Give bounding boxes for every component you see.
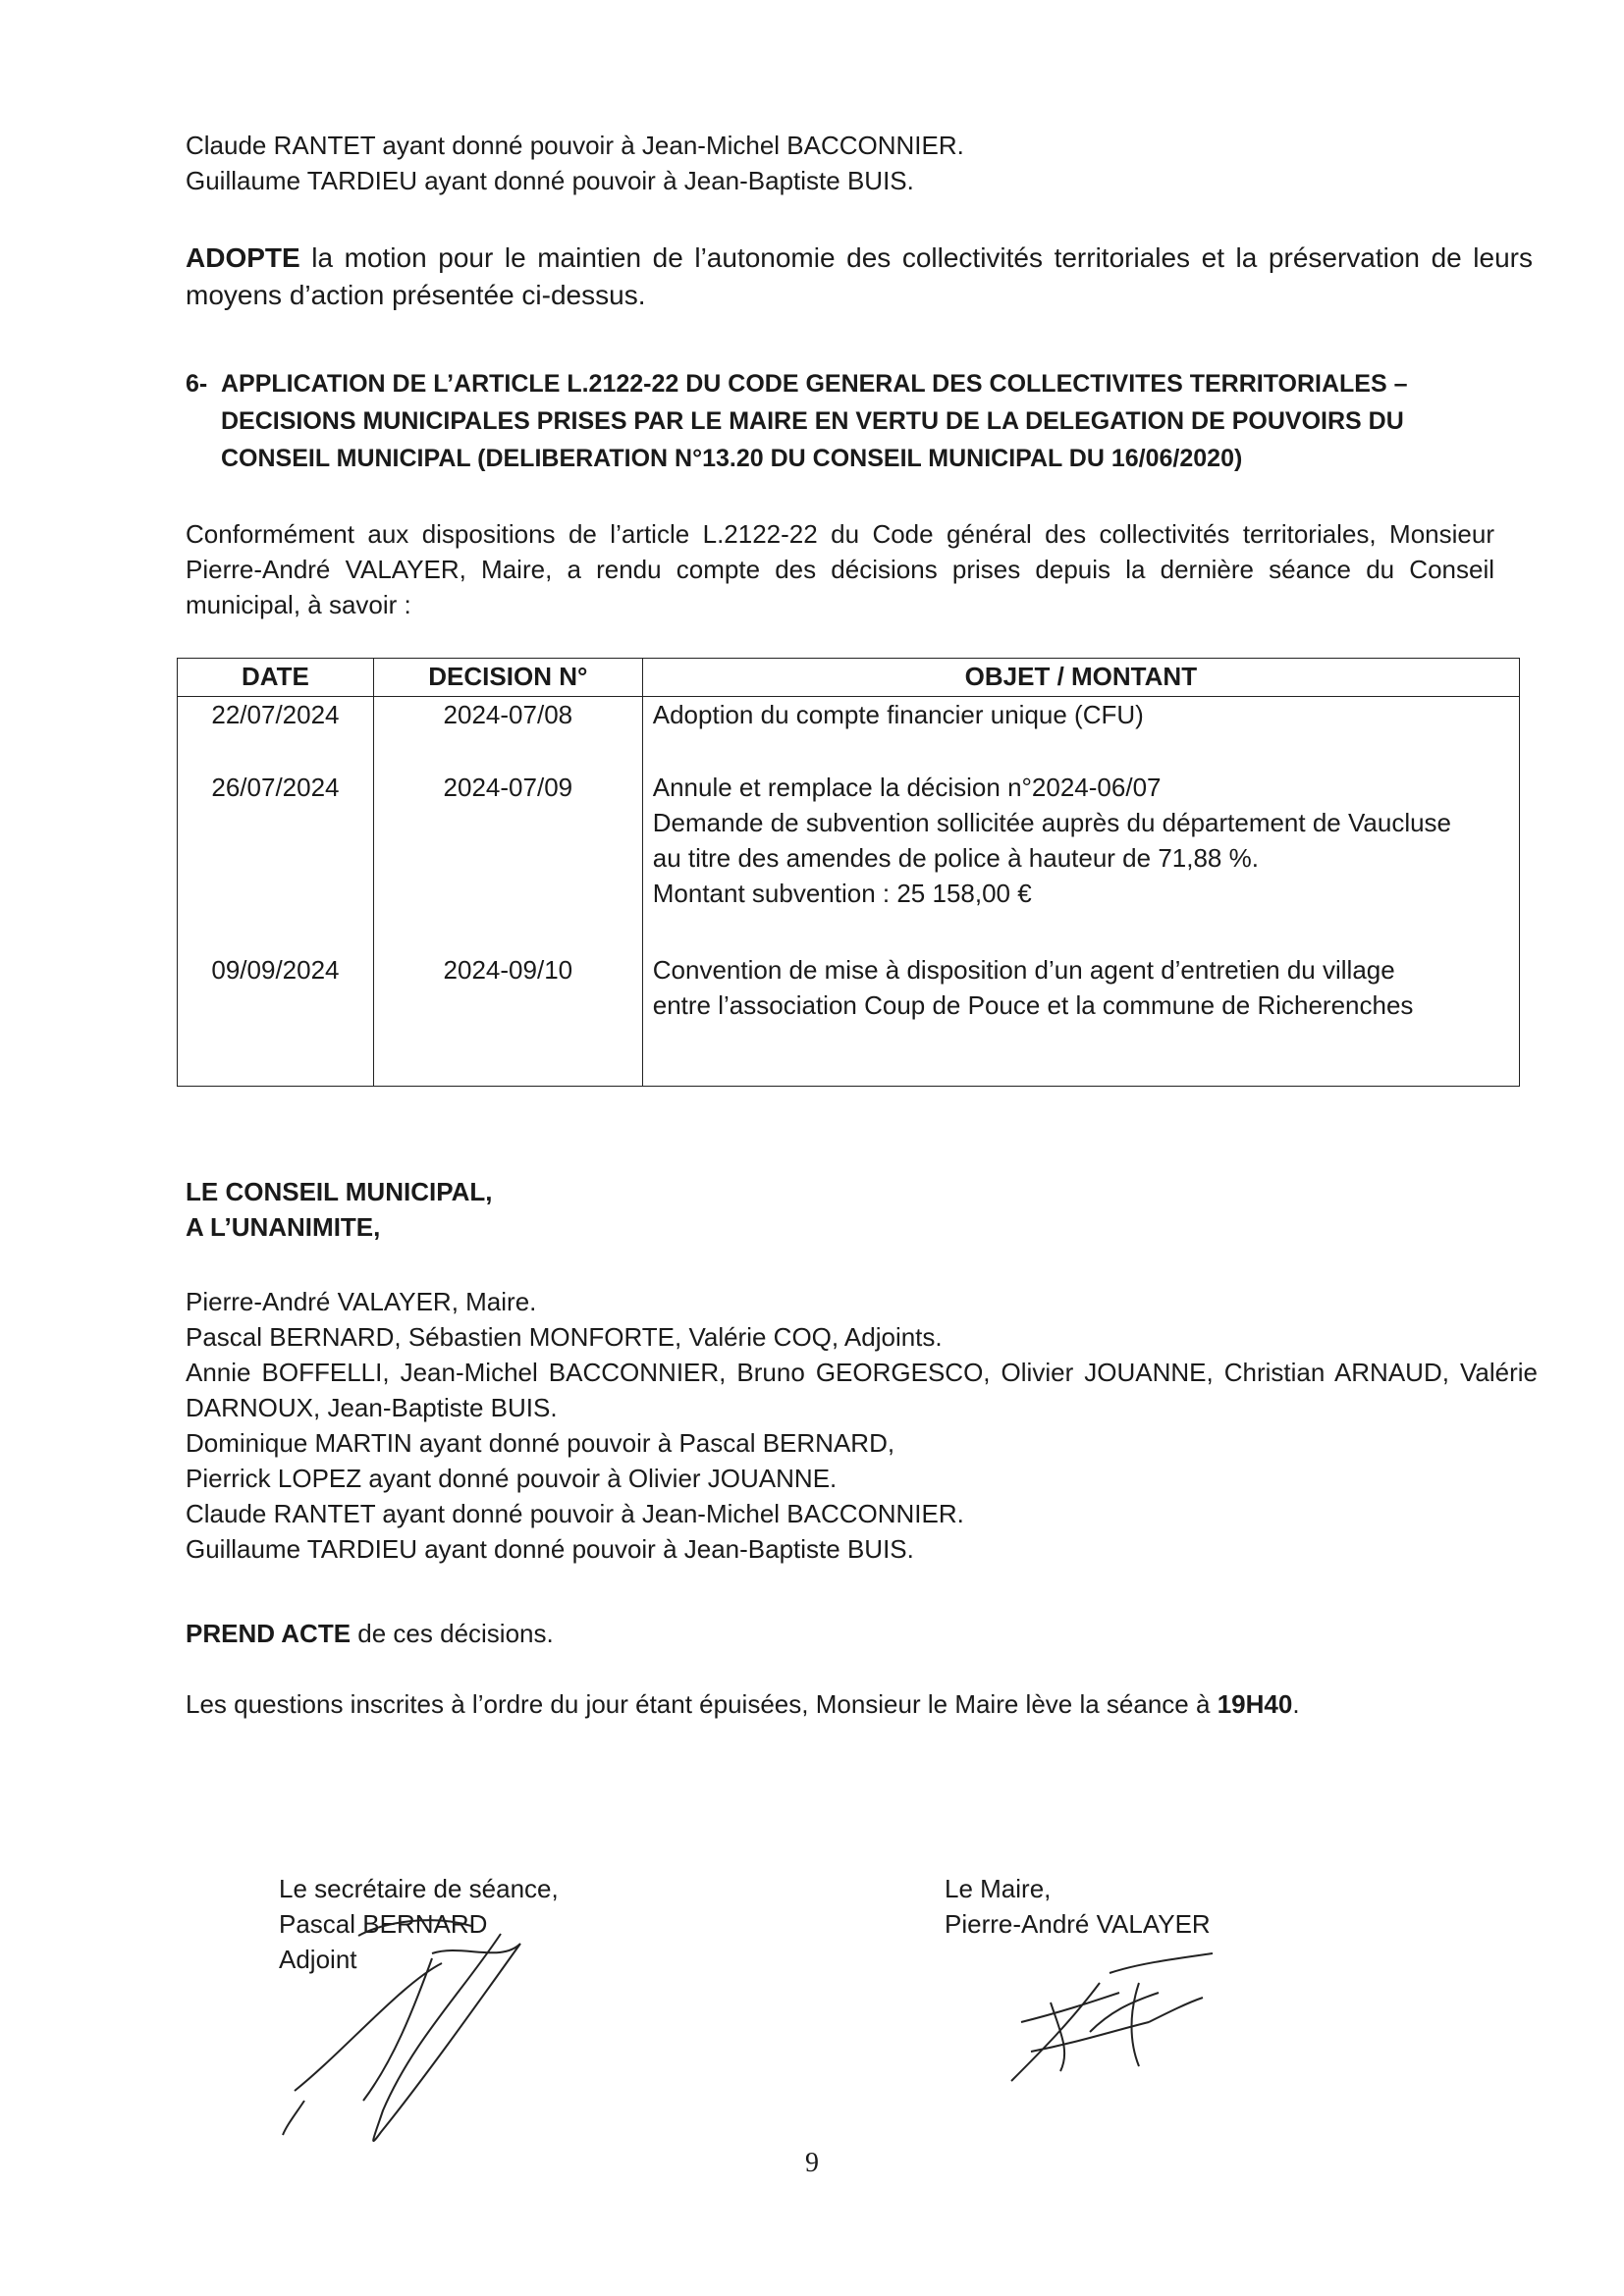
maire-signature [992, 1944, 1227, 2091]
members-maire: Pierre-André VALAYER, Maire. [186, 1287, 537, 1316]
section-title-line-2: DECISIONS MUNICIPALES PRISES PAR LE MAIRE EN VERTU DE LA DELEGATION DE POUVOIRS DU [221, 407, 1404, 435]
objet-line: Demande de subvention sollicitée auprès du département de Vaucluse [652, 808, 1452, 837]
cell-date: 26/07/2024 [178, 770, 374, 952]
closing-paragraph [186, 1686, 1541, 1722]
intro-paragraph [186, 516, 1494, 622]
cell-date: 22/07/2024 [178, 697, 374, 771]
closing-time: 19H40 [1217, 1689, 1293, 1719]
table-row [178, 770, 1520, 952]
decisions-table [177, 658, 1520, 1087]
table-row [178, 697, 1520, 771]
adopte-paragraph [186, 240, 1533, 314]
objet-line: Adoption du compte financier unique (CFU) [652, 700, 1144, 729]
cell-objet [642, 697, 1519, 771]
members-block [186, 1284, 1538, 1567]
closing-end: . [1292, 1689, 1300, 1719]
signatory-name: Pascal BERNARD [279, 1909, 488, 1939]
cell-date: 09/09/2024 [178, 952, 374, 1087]
cell-decision: 2024-07/08 [373, 697, 642, 771]
section-title-line-1: APPLICATION DE L’ARTICLE L.2122-22 DU CODE GENERAL DES COLLECTIVITES TERRITORIALES – [221, 370, 1408, 398]
signatory-name: Pierre-André VALAYER [945, 1909, 1211, 1939]
section-6-heading [186, 365, 1506, 477]
prend-acte-text: de ces décisions. [351, 1619, 554, 1648]
page-number: 9 [805, 2148, 819, 2178]
signatory-role: Le secrétaire de séance, [279, 1874, 559, 1903]
table-row [178, 952, 1520, 1087]
proxy-line: Pierrick LOPEZ ayant donné pouvoir à Olivier JOUANNE. [186, 1464, 838, 1493]
prend-acte-keyword: PREND ACTE [186, 1619, 352, 1648]
objet-line: au titre des amendes de police à hauteur de 71,88 %. [652, 843, 1259, 873]
cell-objet [642, 952, 1519, 1087]
header-date: DATE [178, 659, 374, 697]
header-decision: DECISION N° [373, 659, 642, 697]
conseil-line-1: LE CONSEIL MUNICIPAL, [186, 1177, 493, 1206]
cell-decision: 2024-07/09 [373, 770, 642, 952]
proxy-line: Claude RANTET ayant donné pouvoir à Jean-Michel BACCONNIER. [186, 1499, 964, 1528]
members-adjoints: Pascal BERNARD, Sébastien MONFORTE, Valérie COQ, Adjoints. [186, 1322, 943, 1352]
cell-objet [642, 770, 1519, 952]
intro-text: Conformément aux dispositions de l’article L.2122-22 du Code général des collectivités territoriales, Monsieur Pierre-André VALAYER, Maire, a rendu compte des décisions prises depuis la dernière séance du Conseil municipal, à savoir : [186, 519, 1494, 619]
adopte-keyword: ADOPTE [186, 242, 300, 273]
secretary-signature [265, 1904, 599, 2160]
section-number: 6- [186, 370, 208, 398]
objet-line: Annule et remplace la décision n°2024-06/07 [652, 773, 1162, 802]
signatory-title: Adjoint [279, 1945, 357, 1974]
proxy-line: Guillaume TARDIEU ayant donné pouvoir à Jean-Baptiste BUIS. [186, 1534, 914, 1564]
section-title-line-3: CONSEIL MUNICIPAL (DELIBERATION N°13.20 DU CONSEIL MUNICIPAL DU 16/06/2020) [221, 445, 1243, 472]
proxy-line: Claude RANTET ayant donné pouvoir à Jean-Michel BACCONNIER. [186, 131, 964, 160]
table-header-row [178, 659, 1520, 697]
signatory-role: Le Maire, [945, 1874, 1052, 1903]
conseil-line-2: A L’UNANIMITE, [186, 1212, 381, 1242]
adopte-text: la motion pour le maintien de l’autonomie des collectivités territoriales et la préservation de leurs moyens d’action présentée ci-dessus. [186, 242, 1533, 310]
objet-line: Convention de mise à disposition d’un agent d’entretien du village [652, 955, 1395, 985]
members-conseillers: Annie BOFFELLI, Jean-Michel BACCONNIER, Bruno GEORGESCO, Olivier JOUANNE, Christian ARNAUD, Valérie DARNOUX, Jean-Baptiste BUIS. [186, 1358, 1538, 1422]
header-objet: OBJET / MONTANT [642, 659, 1519, 697]
proxy-lines-top [186, 128, 1541, 198]
proxy-line: Dominique MARTIN ayant donné pouvoir à Pascal BERNARD, [186, 1428, 895, 1458]
prend-acte-paragraph [186, 1616, 1541, 1651]
signature-block-right [945, 1871, 1211, 1942]
cell-decision: 2024-09/10 [373, 952, 642, 1087]
objet-line: entre l’association Coup de Pouce et la commune de Richerenches [652, 990, 1414, 1020]
objet-line: Montant subvention : 25 158,00 € [652, 879, 1032, 908]
proxy-line: Guillaume TARDIEU ayant donné pouvoir à Jean-Baptiste BUIS. [186, 166, 914, 195]
conseil-block [186, 1174, 1541, 1245]
closing-text: Les questions inscrites à l’ordre du jour étant épuisées, Monsieur le Maire lève la séance à [186, 1689, 1218, 1719]
